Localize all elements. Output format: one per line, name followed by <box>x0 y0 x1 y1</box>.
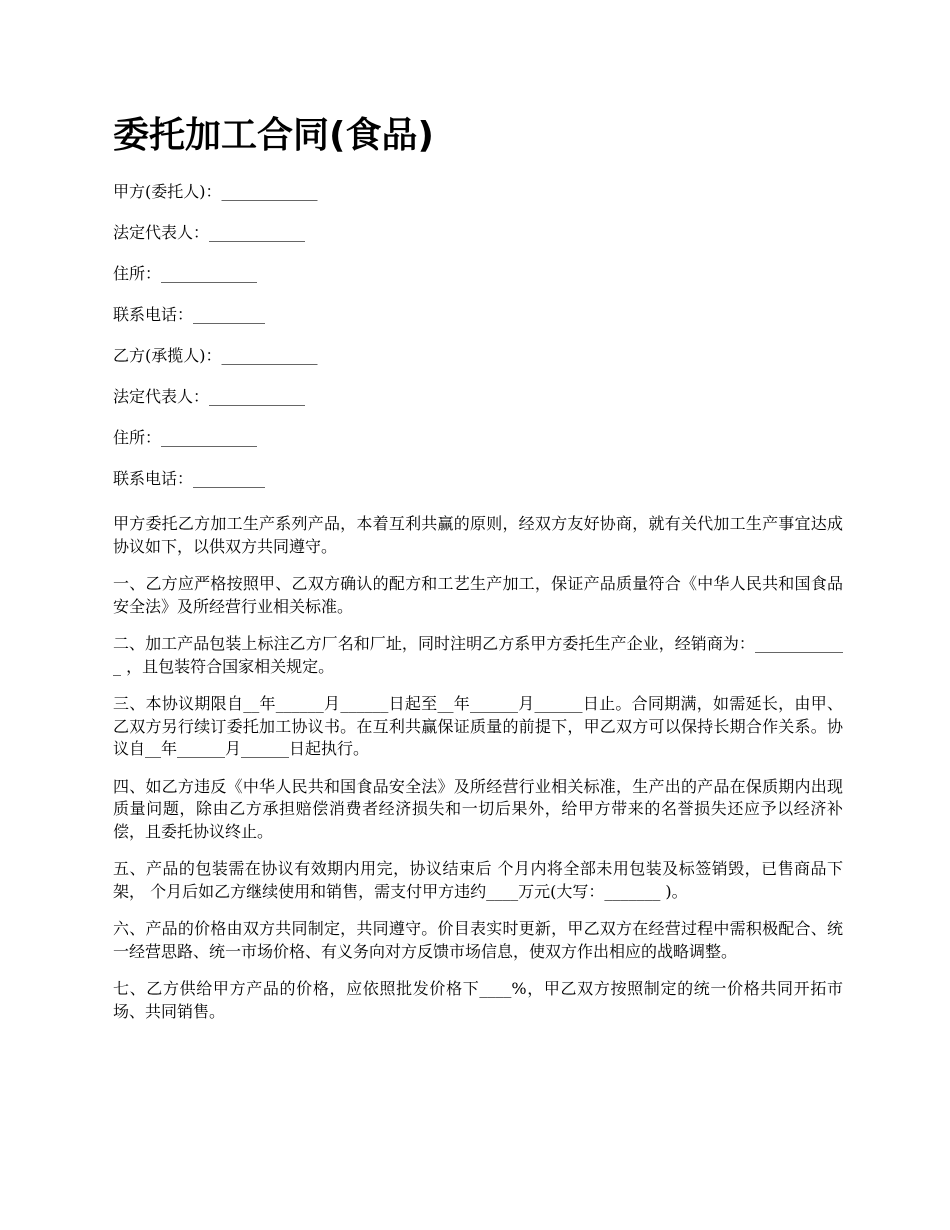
clause-6-paragraph: 六、产品的价格由双方共同制定，共同遵守。价目表实时更新，甲乙双方在经营过程中需积极配合、统一经营思路、统一市场价格、有义务向对方反馈市场信息，使双方作出相应的战略调整。 <box>113 919 843 961</box>
clause-7-paragraph: 七、乙方供给甲方产品的价格，应依照批发价格下____%，甲乙双方按照制定的统一价格共同开拓市场、共同销售。 <box>113 979 843 1021</box>
party-a-name-field: 甲方(委托人)：____________ <box>113 182 318 201</box>
party-b-name-field: 乙方(承揽人)：____________ <box>113 346 318 365</box>
contract-body <box>113 513 843 1038</box>
party-a-legal-rep-field: 法定代表人：____________ <box>113 223 306 242</box>
clause-4-paragraph: 四、如乙方违反《中华人民共和国食品安全法》及所经营行业相关标准，生产出的产品在保质期内出现质量问题，除由乙方承担赔偿消费者经济损失和一切后果外，给甲方带来的名誉损失还应予以经济补偿，且委托协议终止。 <box>113 776 843 841</box>
document-title: 委托加工合同(食品) <box>113 115 434 156</box>
party-a-address-field: 住所：____________ <box>113 264 258 283</box>
clause-2-paragraph: 二、加工产品包装上标注乙方厂名和厂址，同时注明乙方系甲方委托生产企业，经销商为：____________ ，且包装符合国家相关规定。 <box>113 634 843 676</box>
preamble-paragraph: 甲方委托乙方加工生产系列产品，本着互利共赢的原则，经双方友好协商，就有关代加工生产事宜达成协议如下，以供双方共同遵守。 <box>113 514 843 556</box>
clause-5-paragraph: 五、产品的包装需在协议有效期内用完，协议结束后 个月内将全部未用包装及标签销毁，已售商品下架， 个月后如乙方继续使用和销售，需支付甲方违约____万元(大写：_______ )。 <box>113 859 843 901</box>
party-a-phone-field: 联系电话：_________ <box>113 305 266 324</box>
clause-3-paragraph: 三、本协议期限自__年______月______日起至__年______月______日止。合同期满，如需延长，由甲、乙双方另行续订委托加工协议书。在互利共赢保证质量的前提下，甲乙双方可以保持长期合作关系。协议自__年______月______日起执行。 <box>113 694 843 758</box>
party-info-section <box>113 180 843 508</box>
party-b-address-field: 住所：____________ <box>113 428 258 447</box>
clause-1-paragraph: 一、乙方应严格按照甲、乙双方确认的配方和工艺生产加工，保证产品质量符合《中华人民共和国食品安全法》及所经营行业相关标准。 <box>113 574 843 616</box>
party-b-phone-field: 联系电话：_________ <box>113 469 266 488</box>
party-b-legal-rep-field: 法定代表人：____________ <box>113 387 306 406</box>
